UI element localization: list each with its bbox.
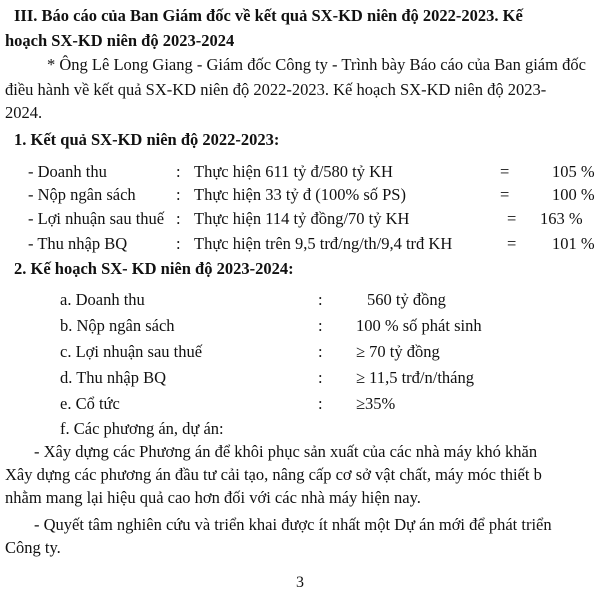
- results-value: 100 %: [552, 185, 595, 204]
- results-label: - Thu nhập BQ: [28, 234, 128, 253]
- plan-label: e. Cổ tức: [60, 394, 120, 413]
- plan-label: b. Nộp ngân sách: [60, 316, 175, 335]
- results-colon: :: [176, 234, 181, 253]
- plan-colon: :: [318, 394, 323, 413]
- results-value: 163 %: [540, 209, 583, 228]
- plan-value: ≥35%: [356, 394, 396, 413]
- paragraph-2-line-2: Công ty.: [5, 538, 61, 557]
- results-label: - Lợi nhuận sau thuế: [28, 209, 165, 228]
- results-equals: =: [500, 185, 510, 204]
- results-value: 105 %: [552, 162, 595, 181]
- results-label: - Doanh thu: [28, 162, 107, 181]
- results-detail: Thực hiện 33 tỷ đ (100% số PS): [194, 185, 406, 204]
- plan-colon: :: [318, 368, 323, 387]
- results-detail: Thực hiện trên 9,5 trđ/ng/th/9,4 trđ KH: [194, 234, 453, 253]
- results-equals: =: [507, 209, 517, 228]
- page-number: 3: [296, 574, 304, 591]
- paragraph-2-line-1: - Quyết tâm nghiên cứu và triển khai được ít nhất một Dự án mới để phát triển: [34, 515, 552, 534]
- plan-value: ≥ 70 tỷ đồng: [356, 342, 440, 361]
- plan-colon: :: [318, 342, 323, 361]
- results-detail: Thực hiện 114 tỷ đồng/70 tỷ KH: [194, 209, 410, 228]
- results-equals: =: [500, 162, 510, 181]
- paragraph-1-line-1: - Xây dựng các Phương án để khôi phục sản xuất của các nhà máy khó khăn: [34, 442, 538, 461]
- section-title-line-1: III. Báo cáo của Ban Giám đốc về kết quả SX-KD niên độ 2022-2023. Kế: [14, 6, 523, 25]
- intro-line-3: 2024.: [5, 103, 43, 122]
- results-value: 101 %: [552, 234, 595, 253]
- results-label: - Nộp ngân sách: [28, 185, 136, 204]
- intro-line-2: điều hành về kết quả SX-KD niên độ 2022-2023. Kế hoạch SX-KD niên độ 2023-: [5, 80, 547, 99]
- plan-colon: :: [318, 316, 323, 335]
- plan-label: a. Doanh thu: [60, 290, 145, 309]
- intro-line-1: * Ông Lê Long Giang - Giám đốc Công ty - Trình bày Báo cáo của Ban giám đốc: [47, 55, 586, 74]
- plan-f-label: f. Các phương án, dự án:: [60, 419, 224, 438]
- plan-colon: :: [318, 290, 323, 309]
- plan-value: 560 tỷ đồng: [367, 290, 446, 309]
- paragraph-1-line-3: nhằm mang lại hiệu quả cao hơn đối với các nhà máy hiện nay.: [5, 488, 421, 507]
- results-colon: :: [176, 209, 181, 228]
- plan-label: d. Thu nhập BQ: [60, 368, 167, 387]
- results-detail: Thực hiện 611 tỷ đ/580 tỷ KH: [194, 162, 393, 181]
- results-heading: 1. Kết quả SX-KD niên độ 2022-2023:: [14, 130, 280, 149]
- results-equals: =: [507, 234, 517, 253]
- paragraph-1-line-2: Xây dựng các phương án đầu tư cải tạo, nâng cấp cơ sở vật chất, máy móc thiết b: [5, 465, 542, 484]
- section-title-line-2: hoạch SX-KD niên độ 2023-2024: [5, 31, 235, 50]
- plan-heading: 2. Kế hoạch SX- KD niên độ 2023-2024:: [14, 259, 294, 278]
- results-colon: :: [176, 162, 181, 181]
- plan-value: ≥ 11,5 trđ/n/tháng: [356, 368, 474, 387]
- plan-value: 100 % số phát sinh: [356, 316, 482, 335]
- results-colon: :: [176, 185, 181, 204]
- plan-label: c. Lợi nhuận sau thuế: [60, 342, 203, 361]
